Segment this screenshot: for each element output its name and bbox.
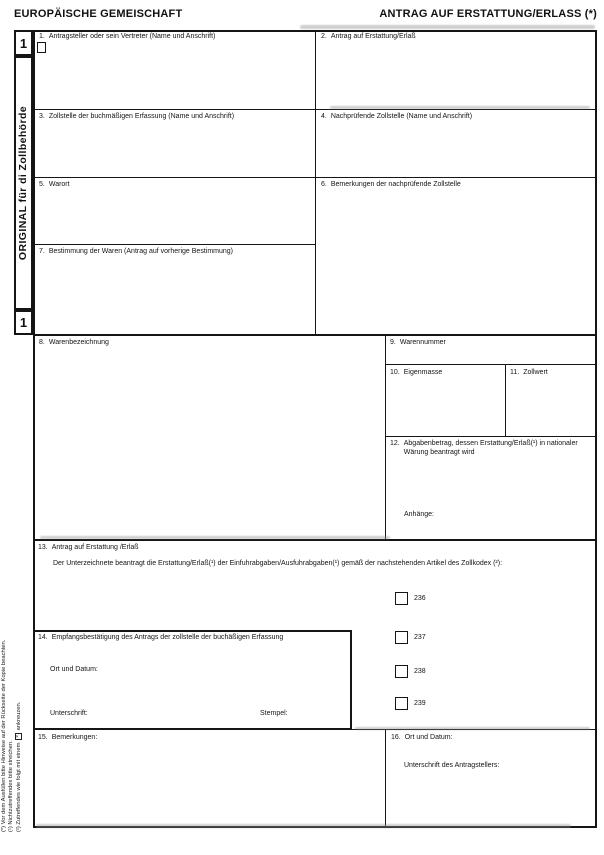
checked-box-icon: × — [14, 734, 21, 738]
box11-label: 11. Zollwert — [510, 369, 548, 376]
copy-number-box-bottom — [14, 310, 33, 335]
box6-label: 6. Bemerkungen der nachprüfende Zollstelle — [321, 181, 461, 188]
article-236-label: 236 — [414, 595, 426, 602]
form-title: ANTRAG AUF ERSTATTUNG/ERLASS (*) — [379, 8, 597, 20]
box16-label: 16. Ort und Datum: — [391, 734, 453, 741]
box9-label: 9. Warennummer — [390, 339, 446, 346]
box10-label: 10. Eigenmasse — [390, 369, 443, 376]
box12-label: 12. Abgabenbetrag, dessen Erstattung/Erlaß(¹) in nationaler Wärung beantragt wird — [390, 440, 578, 456]
grid-line — [33, 244, 315, 245]
article-238-checkbox[interactable] — [395, 665, 408, 678]
box14-stamp-label: Stempel: — [260, 710, 288, 717]
scan-artifact — [40, 536, 390, 539]
box14-signature-label: Unterschrift: — [50, 710, 88, 717]
article-239-checkbox[interactable] — [395, 697, 408, 710]
box15-label: 15. Bemerkungen: — [38, 734, 98, 741]
copy-number-top: 1 — [19, 35, 28, 51]
article-239-label: 239 — [414, 700, 426, 707]
scan-artifact — [355, 727, 590, 730]
scan-artifact — [36, 824, 571, 828]
copy-number-box-top — [14, 30, 33, 56]
box13-declaration-text: Der Unterzeichnete beantragt die Erstattung/Erlaß(¹) der Einfuhrabgaben/Ausfuhrabgaben(¹) gemäß der nachstehenden Artikel des Zollkodex (²): — [53, 560, 503, 567]
community-title: EUROPÄISCHE GEMEISCHAFT — [14, 8, 183, 20]
box16-signature-label: Unterschrift des Antragstellers: — [404, 762, 500, 769]
footnote-3: (²) Zutreffendes wie folgt mit einem × ankreuzen. — [14, 701, 22, 832]
original-copy-label: ORIGINAL für di Zollbehörde — [17, 105, 29, 261]
scan-artifact — [330, 106, 590, 109]
grid-line — [505, 365, 506, 437]
grid-line — [385, 730, 386, 827]
box2-label: 2. Antrag auf Erstattung/Erlaß — [321, 33, 416, 40]
footnote-1: (*) Vor dem Ausfüllen bitte Hinweise auf der Rückseite der Kopie beachten. — [1, 639, 7, 832]
article-236-checkbox[interactable] — [395, 592, 408, 605]
box12-anhaenge-label: Anhänge: — [404, 511, 434, 518]
grid-line — [385, 436, 597, 437]
copy-number-bottom: 1 — [19, 315, 28, 330]
article-238-label: 238 — [414, 668, 426, 675]
margin-footnotes — [1, 616, 22, 832]
grid-line — [385, 335, 386, 540]
box14-place-date-label: Ort und Datum: — [50, 666, 98, 673]
box5-label: 5. Warort — [39, 181, 70, 188]
box1-checkbox[interactable] — [37, 42, 46, 53]
box13-label: 13. Antrag auf Erstattung /Erlaß — [38, 544, 139, 551]
grid-line — [33, 539, 597, 541]
box14-label: 14. Empfangsbestätigung des Antrags der zollstelle der buchäßigen Erfassung — [38, 634, 284, 641]
grid-line — [595, 30, 597, 828]
box1-label: 1. Antragsteller oder sein Vertreter (Name und Anschrift) — [39, 33, 216, 40]
grid-line — [385, 364, 597, 365]
scan-artifact — [300, 25, 595, 29]
box7-label: 7. Bestimmung der Waren (Antrag auf vorherige Bestimmung) — [39, 248, 233, 255]
box8-label: 8. Warenbezeichnung — [39, 339, 109, 346]
article-237-label: 237 — [414, 634, 426, 641]
footnote-2: (¹) Nichtzutreffendes bitte streichen. — [7, 740, 14, 832]
box4-label: 4. Nachprüfende Zollstelle (Name und Anschrift) — [321, 113, 473, 120]
grid-line — [315, 30, 316, 335]
article-237-checkbox[interactable] — [395, 631, 408, 644]
box3-label: 3. Zollstelle der buchmäßigen Erfassung (Name und Anschrift) — [39, 113, 235, 120]
